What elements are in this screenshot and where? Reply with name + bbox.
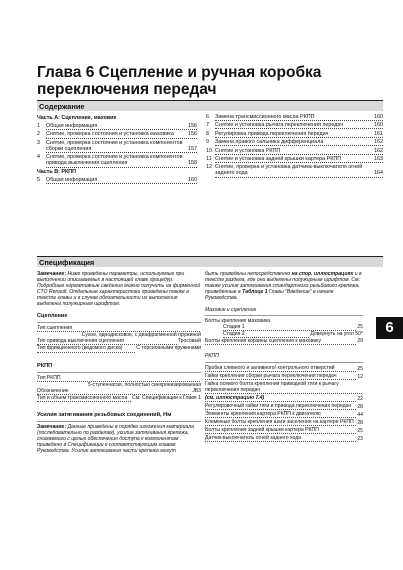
torque-row-label: Болты крепления задней крышки картера РКПП xyxy=(205,427,356,434)
rkpp-heading: РКПП xyxy=(37,362,53,369)
specs-heading: Спецификация xyxy=(37,256,383,267)
contents-entry-page: 160 xyxy=(188,176,197,183)
designation-row: Обозначение JB3 xyxy=(37,387,201,394)
torque-note-continued: быть приведены непосредственно на спор. иллюстрациях и в тексте раздела, где они выделены полужирным шрифтом. См. также усилия затягивания стандартного резьбового крепежа, приведенные в Таблице 1 Главы "Введение" в начале Руководства. xyxy=(205,271,362,302)
torque-row-value: 28 xyxy=(357,419,363,426)
contents-entry-page: 160 xyxy=(374,114,383,120)
torque-row-label: (см. иллюстрацию 7.4) xyxy=(205,395,356,402)
contents-entry-number: 3 xyxy=(37,139,40,146)
contents-heading: Содержание xyxy=(37,100,383,111)
torque-row-value: 22 xyxy=(357,395,363,402)
contents-right-column xyxy=(206,114,383,179)
contents-entry xyxy=(206,122,383,129)
contents-entry-text: Снятие и установка рычага переключения передач xyxy=(215,122,344,129)
contents-entry-text: Замена правого сальника дифференциала xyxy=(215,139,324,146)
torque-row-value: 44 xyxy=(357,411,363,418)
torque-row xyxy=(205,435,363,442)
contents-entry-number: 5 xyxy=(37,176,40,183)
clutch-heading: Сцепление xyxy=(37,313,68,320)
contents-entry xyxy=(37,123,197,130)
contents-entry-title xyxy=(215,114,383,121)
contents-entry-title xyxy=(46,177,197,184)
chapter-title: Глава 6 Сцепление и ручная коробка переключения передач xyxy=(37,64,322,98)
contents-entry-title xyxy=(215,139,383,146)
specs-right-column xyxy=(205,271,363,443)
contents-entry-page: 161 xyxy=(374,130,383,137)
torque-row xyxy=(205,381,363,394)
divider xyxy=(37,421,201,422)
flywheel-bolts-label: Болты крепления маховика xyxy=(205,318,271,325)
torque-row-label: Клеммные болты крепления шаги заселения на картере РКПП xyxy=(205,419,356,426)
contents-entry-number: 2 xyxy=(37,131,40,138)
contents-entry-page: 162 xyxy=(374,139,383,146)
contents-entry xyxy=(206,164,383,177)
contents-entry-text: Общая информация xyxy=(46,176,98,183)
contents-entry-page: 160 xyxy=(374,122,383,129)
contents-entry-title xyxy=(46,123,197,130)
torque-row xyxy=(205,395,363,402)
specs-left-column xyxy=(37,271,201,455)
torque-row-label: Датчик-выключатель огней заднего хода xyxy=(205,435,356,442)
contents-entry xyxy=(206,139,383,146)
contents-entry-page: 162 xyxy=(374,147,383,154)
torque-row xyxy=(205,373,363,380)
torque-row-label: Пробки сливного и заливного/ контрольного отверстий xyxy=(205,365,356,372)
torque-row xyxy=(205,365,363,372)
contents-entry-text: Снятие, проверка состояния и установка компонентов сборки сцепления xyxy=(46,139,183,152)
torque-row-value: 25 xyxy=(357,427,363,434)
contents-entry-number: 1 xyxy=(37,123,40,130)
clutch-basket-row: Болты крепления корзины сцепления к маховику 29 xyxy=(205,338,363,345)
torque-row xyxy=(205,427,363,434)
torque-row xyxy=(205,403,363,410)
contents-entry-number: 6 xyxy=(206,114,209,120)
divider xyxy=(205,362,363,363)
contents-part-heading: Часть В: РКПП xyxy=(37,168,77,175)
divider xyxy=(37,372,201,373)
contents-entry-title xyxy=(215,156,383,163)
contents-entry-page: 157 xyxy=(188,145,197,152)
contents-entry-title xyxy=(46,140,197,153)
contents-entry-page: 158 xyxy=(188,160,197,167)
oil-row: Тип и объем трансмиссионного масла См. Спецификации к Главе 1 xyxy=(37,394,201,401)
torque-row-label: Гайки крепления сборки рычага переключения передач xyxy=(205,373,356,380)
rkpp-torque-heading: РКПП xyxy=(205,353,219,360)
contents-entry xyxy=(37,140,197,153)
contents-entry-page: 156 xyxy=(188,123,197,130)
contents-entry-number: 7 xyxy=(206,122,209,129)
contents-entry xyxy=(206,156,383,163)
torque-row xyxy=(205,411,363,418)
contents-entry-title xyxy=(215,122,383,129)
contents-entry-number: 10 xyxy=(206,147,212,154)
contents-entry-title xyxy=(46,154,197,167)
divider xyxy=(205,315,363,316)
contents-entry xyxy=(37,177,197,184)
contents-part-heading: Часть А: Сцепление, маховик xyxy=(37,115,117,121)
contents-entry-number: 12 xyxy=(206,164,212,171)
contents-entry-title xyxy=(215,131,383,138)
torque-row-label: Элементы крепления картера РКПП к двигателю xyxy=(205,411,356,418)
torque-heading: Усилия затягивания резьбовых соединений, Нм xyxy=(37,411,172,418)
contents-entry-text: Снятие, проверка состояния и установка маховика xyxy=(46,131,174,138)
contents-entry xyxy=(206,131,383,138)
contents-entry-title xyxy=(215,164,383,177)
contents-entry-text: Снятие, проверка состояния и установка компонентов привода выключения сцепления xyxy=(46,154,183,167)
contents-entry-page: 163 xyxy=(374,155,383,162)
contents-entry-title xyxy=(215,148,383,155)
contents-entry-text: Регулировка привода переключения передач xyxy=(215,130,329,137)
contents-entry xyxy=(206,148,383,155)
contents-entry-page: 164 xyxy=(374,170,383,177)
flywheel-heading: Маховик и сцепление xyxy=(205,307,257,314)
torque-rows xyxy=(205,365,363,442)
contents-entry xyxy=(37,154,197,167)
contents-entry-number: 11 xyxy=(206,155,212,162)
contents-entry-text: Снятие, проверка и установка датчика-выключателя огней заднего хода xyxy=(215,164,363,177)
contents-entry-number: 4 xyxy=(37,154,40,161)
clutch-type-value: Сухое, однодисковое, с диафрагменной пружиной xyxy=(81,332,201,339)
divider xyxy=(37,322,201,323)
contents-entry-text: Снятие и установка РКПП xyxy=(215,147,281,154)
torque-row-value: 23 xyxy=(357,435,363,442)
torque-row-label: Регулировочный гайки тяги и привода переключения передач xyxy=(205,403,356,410)
clutch-type-row: Тип сцепления xyxy=(37,325,201,332)
contents-entry-number: 8 xyxy=(206,130,209,137)
torque-row-value: 28 xyxy=(357,403,363,410)
contents-entry-text: Снятие и установка задней крышки картера РКПП xyxy=(215,155,342,162)
rkpp-type-value: 5-ступенчатая, полностью синхронизированная xyxy=(88,381,201,388)
contents-entry xyxy=(206,114,383,121)
stage2-row: Стадия 2 Довернуть на угол 50° xyxy=(223,331,363,338)
torque-row xyxy=(205,419,363,426)
torque-note: Замечание: Данные приведены в порядке изложения материала (последовательно по разделам), усилие затягивания крепежа, снимаемого с целью обеспечения доступа к компонентам приведено в Спецификации к соответствующим главам Руководства. Усилие затягивания части крепежа могут xyxy=(37,423,194,454)
rkpp-type-row: Тип РКПП xyxy=(37,375,201,382)
contents-left-column xyxy=(37,114,197,185)
stage1-row: Стадия 1 25 xyxy=(223,324,363,331)
contents-entry-page: 156 xyxy=(188,131,197,138)
specs-note: Замечание: Ниже приведены параметры, используемые при выполнении описываемых в настоящей главе процедур. Подробные нормативные сведения можно получить на фирменной СТО Renault. Отдельные характеристики приведены также в тексте главы и в случае обязательности их выполнения выделены полужирным шрифтом. xyxy=(37,271,201,308)
contents-entry-text: Замена трансмиссионного масла РКПП xyxy=(215,114,315,120)
torque-row-label: Гайка осевого болта крепления приводной тяги к рычагу переключения передач xyxy=(205,381,362,394)
contents-entry-number: 9 xyxy=(206,139,209,146)
release-row: Тип привода выключения сцепления Тросовый xyxy=(37,338,201,345)
chapter-tab: 6 xyxy=(376,317,403,339)
contents-entry xyxy=(37,131,197,138)
contents-entry-text: Общая информация xyxy=(46,123,98,130)
contents-entry-title xyxy=(46,131,197,138)
torque-row-value: 12 xyxy=(357,373,363,380)
torque-row-value: 25 xyxy=(357,365,363,372)
damper-row: Тип фрикционного (ведомого диска) С торсионными пружинами xyxy=(37,345,201,352)
